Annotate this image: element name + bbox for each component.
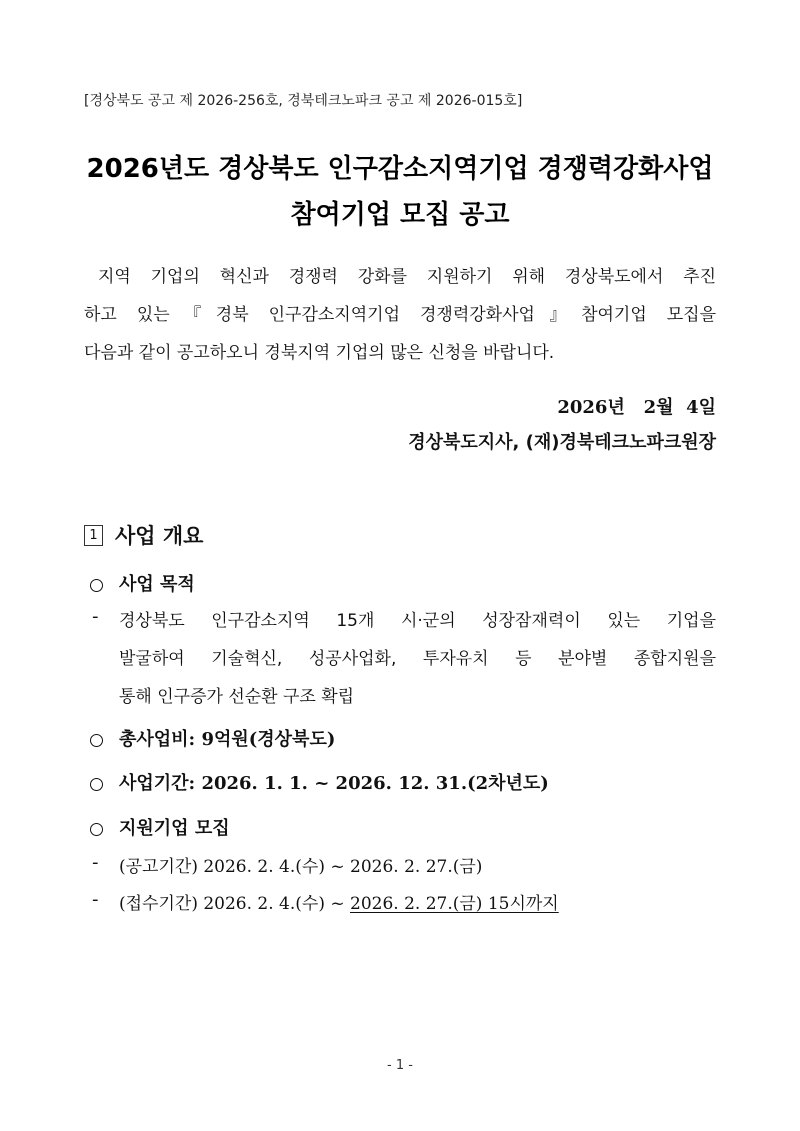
dash-bullet: - xyxy=(92,606,99,627)
document-title-line-2: 참여기업 모집 공고 xyxy=(290,200,510,230)
purpose-line-1: 경상북도 인구감소지역 15개 시·군의 성장잠재력이 있는 기업을 xyxy=(119,611,716,631)
recruitment-heading: 지원기업 모집 xyxy=(119,818,230,839)
bullet-circle-icon xyxy=(90,778,103,791)
intro-paragraph-line-2: 하고 있는『경북 인구감소지역기업 경쟁력강화사업』참여기업 모집을 xyxy=(84,305,716,325)
bullet-circle-icon xyxy=(90,579,103,592)
section-heading-overview xyxy=(84,520,203,550)
notice-period: (공고기간) 2026. 2. 4.(수) ~ 2026. 2. 27.(금) xyxy=(119,857,483,877)
dash-bullet: - xyxy=(92,889,99,910)
dash-bullet: - xyxy=(92,852,99,873)
bullet-circle-icon xyxy=(90,823,103,836)
project-period: 사업기간: 2026. 1. 1. ~ 2026. 12. 31.(2차년도) xyxy=(119,773,549,794)
page-number: - 1 - xyxy=(387,1058,413,1073)
announcement-reference: [경상북도 공고 제 2026-256호, 경북테크노파크 공고 제 2026-015호] xyxy=(84,93,523,109)
purpose-line-3: 통해 인구증가 선순환 구조 확립 xyxy=(119,687,355,707)
section-number-box: 1 xyxy=(84,525,103,546)
intro-paragraph-line-1: 지역 기업의 혁신과 경쟁력 강화를 지원하기 위해 경상북도에서 추진 xyxy=(98,267,716,287)
bullet-circle-icon xyxy=(90,734,103,747)
application-period xyxy=(119,889,559,914)
purpose-heading: 사업 목적 xyxy=(119,574,195,595)
purpose-line-2: 발굴하여 기술혁신, 성공사업화, 투자유치 등 분야별 종합지원을 xyxy=(119,649,716,669)
announcement-date: 2026년 2월 4일 xyxy=(557,397,716,418)
total-budget: 총사업비: 9억원(경상북도) xyxy=(119,729,336,750)
document-title-line-1: 2026년도 경상북도 인구감소지역기업 경쟁력강화사업 xyxy=(86,154,714,184)
issuer-name: 경상북도지사, (재)경북테크노파크원장 xyxy=(408,432,716,453)
intro-paragraph-line-3: 다음과 같이 공고하오니 경북지역 기업의 많은 신청을 바랍니다. xyxy=(84,343,555,363)
application-period-start: (접수기간) 2026. 2. 4.(수) ~ xyxy=(119,894,351,914)
section-title: 사업 개요 xyxy=(115,524,204,548)
application-deadline: 2026. 2. 27.(금) 15시까지 xyxy=(350,894,559,914)
